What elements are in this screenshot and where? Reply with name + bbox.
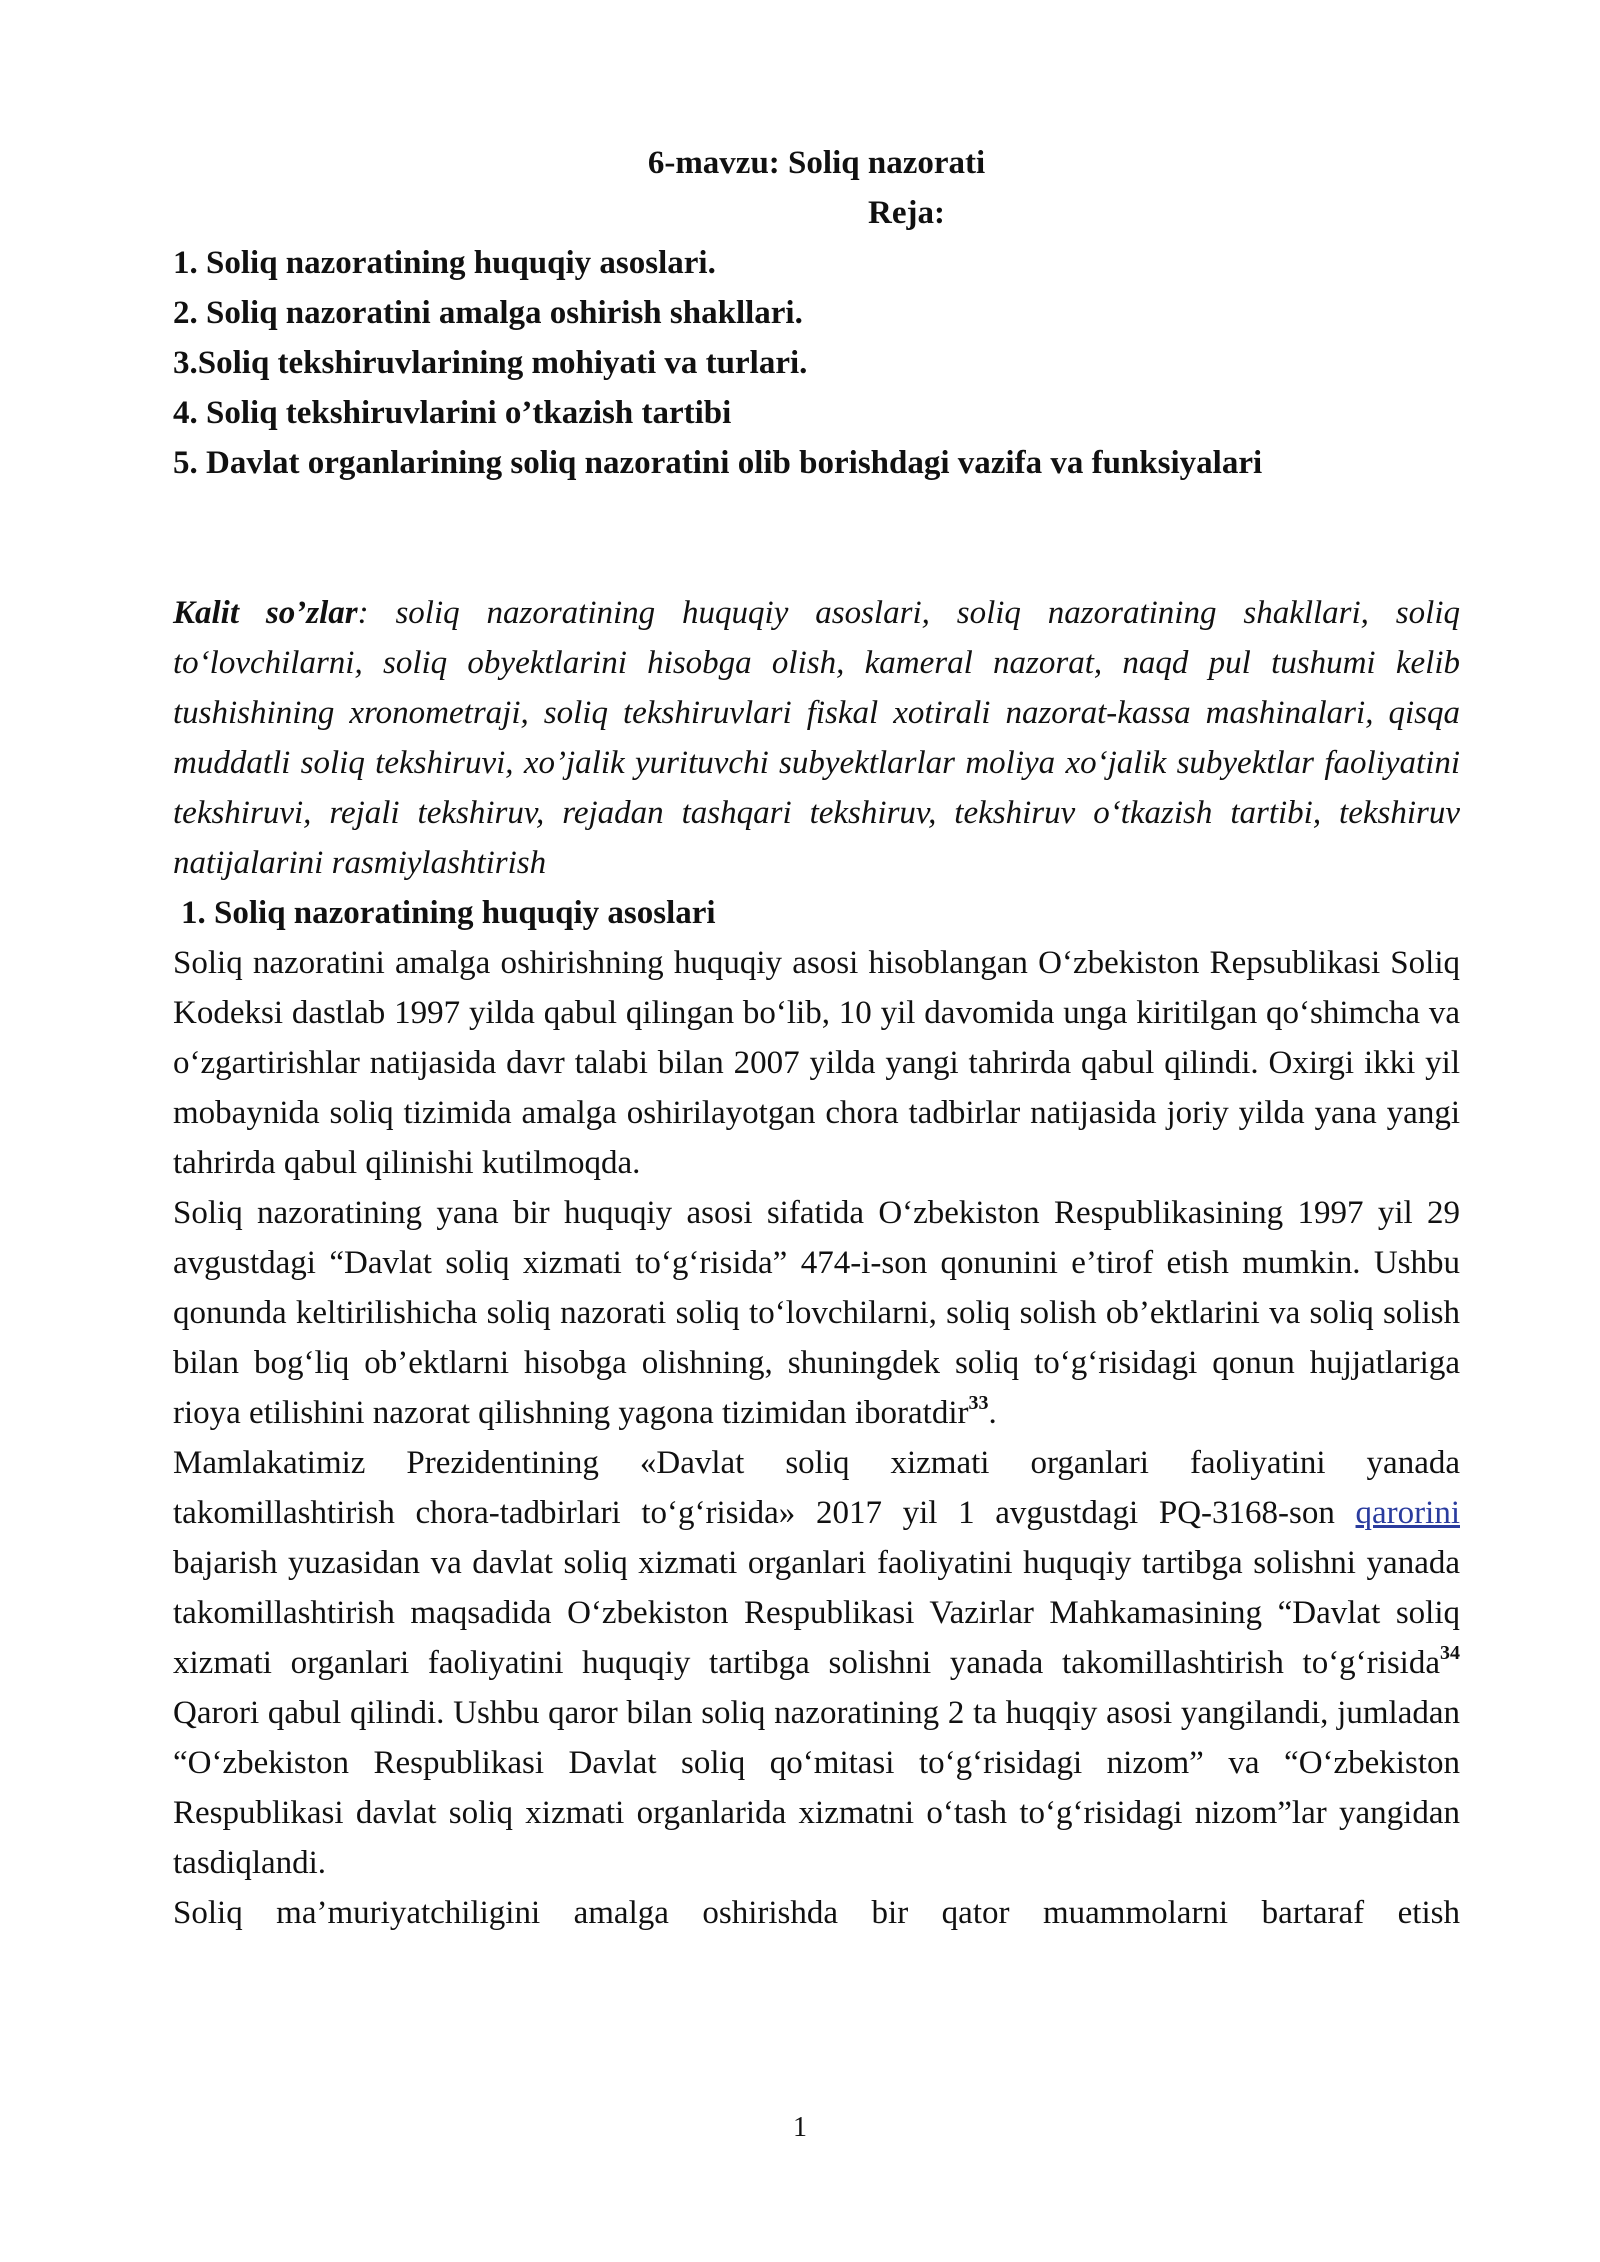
- keywords-label: Kalit so’zlar: [173, 595, 358, 631]
- page-number: 1: [793, 2112, 807, 2143]
- section-heading: 1. Soliq nazoratining huquqiy asoslari: [181, 895, 716, 931]
- body-paragraph: Soliq nazoratini amalga oshirishning huquqiy asosi hisoblangan O‘zbekiston Repsublikasi Soliq Kodeksi dastlab 1997 yilda qabul qilingan bo‘lib, 10 yil davomida unga kiritilgan qo‘shimcha va o‘zgartirishlar natijasida davr talabi bilan 2007 yilda yangi tahrirda qabul qilindi. Oxirgi ikki yil mobaynida soliq tizimida amalga oshirilayotgan chora tadbirlar natijasida joriy yilda yana yangi tahrirda qabul qilinishi kutilmoqda.: [173, 945, 1460, 1181]
- paragraph-text: bajarish yuzasidan va davlat soliq xizmati organlari faoliyatini huquqiy tartibga solishni yanada takomillashtirish maqsadida O‘zbekiston Respublikasi Vazirlar Mahkamasining “Davlat soliq xizmati organlari faoliyatini huquqiy tartibga solishni yanada takomillashtirish to‘g‘risida: [173, 1545, 1460, 1681]
- body-paragraph: [173, 1188, 1460, 1438]
- plan-item: 1. Soliq nazoratining huquqiy asoslari.: [173, 245, 716, 281]
- plan-label: Reja:: [868, 195, 945, 231]
- plan-item: 5. Davlat organlarining soliq nazoratini olib borishdagi vazifa va funksiyalari: [173, 445, 1263, 481]
- paragraph-text: Qarori qabul qilindi. Ushbu qaror bilan soliq nazoratining 2 ta huqqiy asosi yangilandi, jumladan “O‘zbekiston Respublikasi Davlat soliq qo‘mitasi to‘g‘risidagi nizom” va “O‘zbekiston Respublikasi davlat soliq xizmati organlarida xizmatni o‘tash to‘g‘risidagi nizom”lar yangidan tasdiqlandi.: [173, 1695, 1460, 1881]
- resolution-link[interactable]: qarorini: [1355, 1495, 1460, 1531]
- footnote-ref[interactable]: 34: [1440, 1642, 1460, 1664]
- plan-item: 2. Soliq nazoratini amalga oshirish shakllari.: [173, 295, 803, 331]
- body-paragraph: Soliq ma’muriyatchiligini amalga oshirishda bir qator muammolarni bartaraf etish: [173, 1895, 1460, 1931]
- plan-item: 3.Soliq tekshiruvlarining mohiyati va turlari.: [173, 345, 808, 381]
- body-paragraph: [173, 1438, 1460, 1888]
- plan-item: 4. Soliq tekshiruvlarini o’tkazish tartibi: [173, 395, 732, 431]
- paragraph-text: Mamlakatimiz Prezidentining «Davlat soliq xizmati organlari faoliyatini yanada takomillashtirish chora-tadbirlari to‘g‘risida» 2017 yil 1 avgustdagi PQ-3168-son: [173, 1445, 1460, 1531]
- paragraph-text: Soliq nazoratining yana bir huquqiy asosi sifatida O‘zbekiston Respublikasining 1997 yil 29 avgustdagi “Davlat soliq xizmati to‘g‘risida” 474-i-son qonunini e’tirof etish mumkin. Ushbu qonunda keltirilishicha soliq nazorati soliq to‘lovchilarni, soliq solish ob’ektlarini va soliq solish bilan bog‘liq ob’ektlarni hisobga olishning, shuningdek soliq to‘g‘risidagi qonun hujjatlariga rioya etilishini nazorat qilishning yagona tizimidan iboratdir: [173, 1195, 1460, 1431]
- spacer: [173, 488, 1460, 588]
- keywords-text: : soliq nazoratining huquqiy asoslari, soliq nazoratining shakllari, soliq to‘lovchilarni, soliq obyektlarini hisobga olish, kameral nazorat, naqd pul tushumi kelib tushishining xronometraji, soliq tekshiruvlari fiskal xotirali nazorat-kassa mashinalari, qisqa muddatli soliq tekshiruvi, xo’jalik yurituvchi subyektlarlar moliya xo‘jalik subyektlar faoliyatini tekshiruvi, rejali tekshiruv, rejadan tashqari tekshiruv, tekshiruv o‘tkazish tartibi, tekshiruv natijalarini rasmiylashtirish: [173, 595, 1460, 881]
- paragraph-end: .: [988, 1395, 997, 1431]
- plan-list: [173, 238, 1460, 488]
- keywords-paragraph: [173, 588, 1460, 888]
- page-title: 6-mavzu: Soliq nazorati: [647, 145, 986, 181]
- footnote-ref[interactable]: 33: [968, 1392, 989, 1414]
